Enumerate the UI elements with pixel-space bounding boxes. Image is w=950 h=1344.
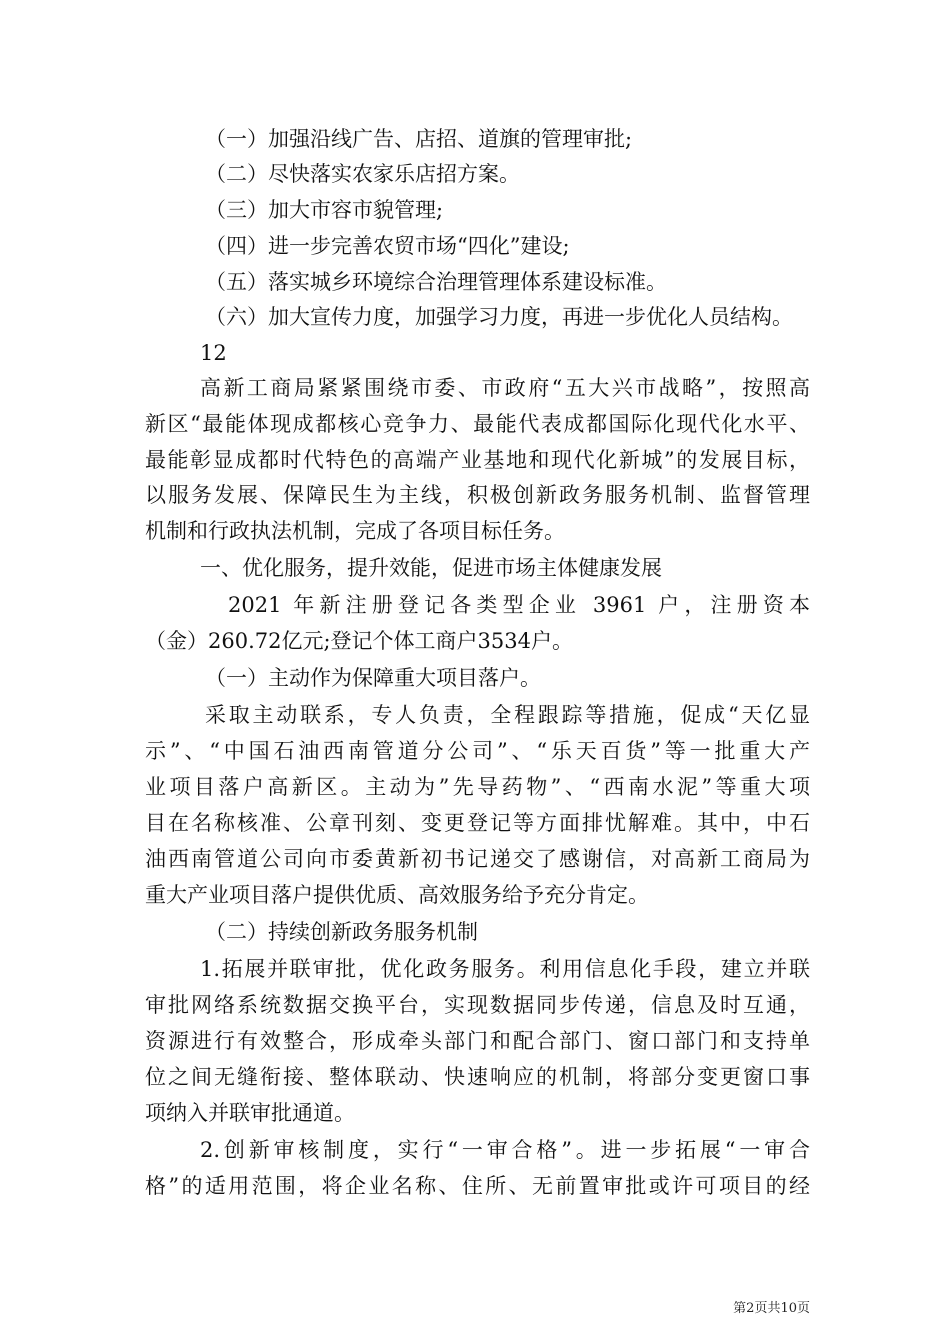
paragraph-line: 新区“最能体现成都核心竞争力、最能代表成都国际化现代化水平、 bbox=[145, 412, 810, 436]
paragraph-line: 格”的适用范围，将企业名称、住所、无前置审批或许可项目的经 bbox=[145, 1174, 810, 1198]
list-item-4: （四）进一步完善农贸市场“四化”建设; bbox=[205, 234, 570, 258]
subsection-heading: （二）持续创新政务服务机制 bbox=[205, 920, 478, 944]
paragraph-line: 项纳入并联审批通道。 bbox=[145, 1101, 355, 1125]
list-item-2: （二）尽快落实农家乐店招方案。 bbox=[205, 162, 520, 186]
page-footer: 第2页共10页 bbox=[733, 1301, 810, 1316]
section-heading: 一、优化服务，提升效能，促进市场主体健康发展 bbox=[200, 556, 662, 580]
paragraph-line: 最能彰显成都时代特色的高端产业基地和现代化新城”的发展目标， bbox=[145, 448, 810, 472]
paragraph-line: 油西南管道公司向市委黄新初书记递交了感谢信，对高新工商局为 bbox=[145, 847, 810, 871]
paragraph-line: 以服务发展、保障民生为主线，积极创新政务服务机制、监督管理 bbox=[145, 483, 810, 507]
list-item-1: （一）加强沿线广告、店招、道旗的管理审批; bbox=[205, 127, 633, 151]
paragraph-line: 示”、“中国石油西南管道分公司”、“乐天百货”等一批重大产 bbox=[145, 739, 810, 763]
paragraph-line: 目在名称核准、公章刊刻、变更登记等方面排忧解难。其中，中石 bbox=[145, 811, 810, 835]
paragraph-line: 资源进行有效整合，形成牵头部门和配合部门、窗口部门和支持单 bbox=[145, 1029, 810, 1053]
paragraph-line: 采取主动联系，专人负责，全程跟踪等措施，促成“天亿显 bbox=[205, 703, 810, 727]
list-item-6: （六）加大宣传力度，加强学习力度，再进一步优化人员结构。 bbox=[205, 305, 793, 329]
list-item-3: （三）加大市容市貌管理; bbox=[205, 198, 444, 222]
paragraph-line: 重大产业项目落户提供优质、高效服务给予充分肯定。 bbox=[145, 883, 649, 907]
paragraph-line: 2021 年新注册登记各类型企业 3961 户，注册资本 bbox=[228, 593, 810, 617]
paragraph-line: 1.拓展并联审批，优化政务服务。利用信息化手段，建立并联 bbox=[200, 957, 810, 981]
subsection-heading: （一）主动作为保障重大项目落户。 bbox=[205, 666, 541, 690]
paragraph-line: （金）260.72亿元;登记个体工商户3534户。 bbox=[145, 629, 573, 653]
list-item-5: （五）落实城乡环境综合治理管理体系建设标准。 bbox=[205, 270, 667, 294]
paragraph-line: 机制和行政执法机制，完成了各项目标任务。 bbox=[145, 519, 565, 543]
page-number-marker: 12 bbox=[200, 341, 227, 365]
paragraph-line: 2.创新审核制度，实行“一审合格”。进一步拓展“一审合 bbox=[200, 1138, 810, 1162]
paragraph-line: 高新工商局紧紧围绕市委、市政府“五大兴市战略”，按照高 bbox=[200, 376, 810, 400]
paragraph-line: 审批网络系统数据交换平台，实现数据同步传递，信息及时互通， bbox=[145, 993, 810, 1017]
paragraph-line: 业项目落户高新区。主动为”先导药物”、“西南水泥”等重大项 bbox=[145, 775, 810, 799]
paragraph-line: 位之间无缝衔接、整体联动、快速响应的机制，将部分变更窗口事 bbox=[145, 1065, 810, 1089]
